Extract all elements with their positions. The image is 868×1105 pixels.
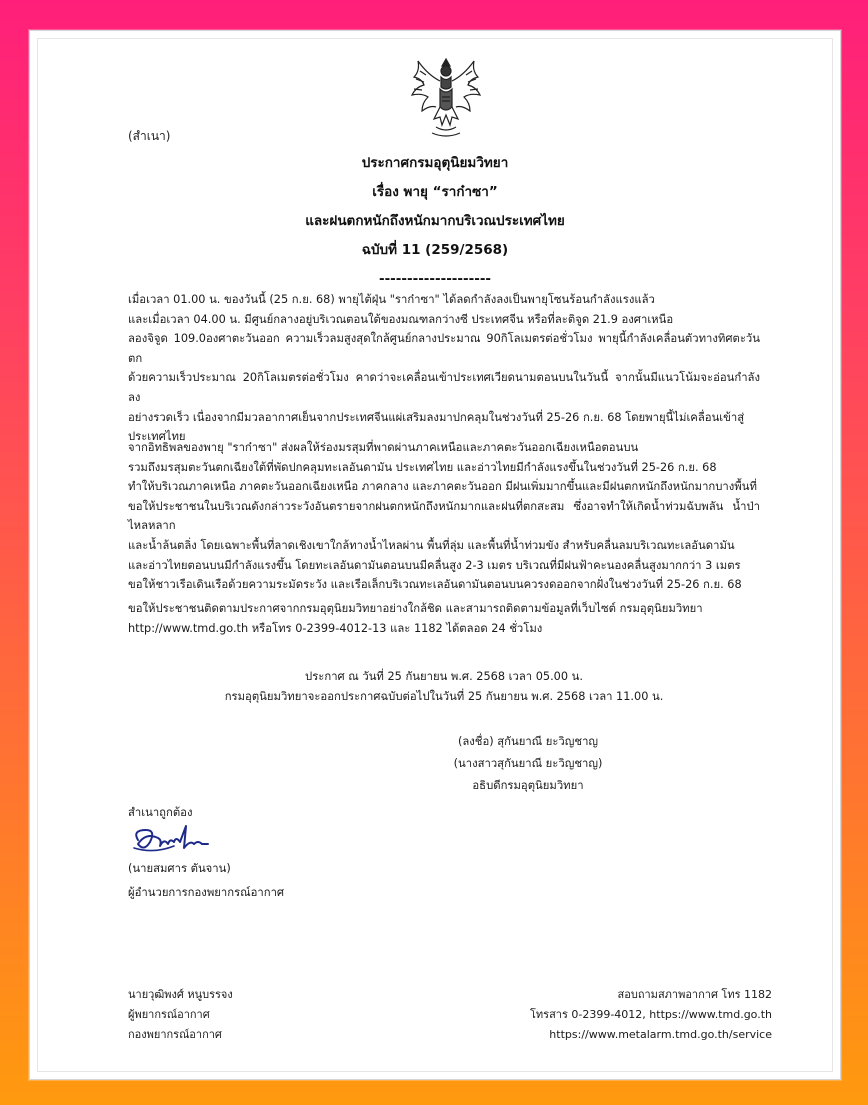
document-page: [37, 38, 833, 1072]
title-agency: ประกาศกรมอุตุนิยมวิทยา: [361, 155, 509, 171]
footer-fax-website: โทรสาร 0-2399-4012, https://www.tmd.go.th: [530, 1008, 772, 1021]
certifier-name: (นายสมศาร ตันจาน): [128, 862, 231, 875]
garuda-emblem-icon: [406, 53, 486, 137]
paragraph-follow-updates: ขอให้ประชาชนติดตามประกาศจากกรมอุตุนิยมวิทยาอย่างใกล้ชิด และสามารถติดตามข้อมูลที่เว็บไซต์ กรมอุตุนิยมวิทยา http://www.tmd.go.th หรือโทร 0-2399-4012-13 และ 1182 ได้ตลอด 24 ชั่วโมง: [128, 602, 703, 635]
document-frame: [29, 30, 841, 1080]
handwritten-signature-icon: [130, 818, 220, 858]
footer-contact: [530, 985, 772, 1045]
paragraph-storm-status: เมื่อเวลา 01.00 น. ของวันนี้ (25 ก.ย. 68) พายุไต้ฝุ่น "ราก๋าซา" ได้ลดกำลังลงเป็นพายุโซนร้อนกำลังแรงแล้ว และเมื่อเวลา 04.00 น. มีศูนย์กลางอยู่บริเวณตอนใต้ของมณฑลกว่างซี ประเทศจีน หรือที่ละติจูด 21.9 องศาเหนือ ลองจิจูด 109.0องศาตะวันออก ความเร็วลมสูงสุดใกล้ศูนย์กลางประมาณ 90กิโลเมตรต่อชั่วโมง พายุนี้กำลังเคลื่อนตัวทางทิศตะวันตก ด้วยความเร็วประมาณ 20กิโลเมตรต่อชั่วโมง คาดว่าจะเคลื่อนเข้าประเทศเวียดนามตอนบนในวันนี้ จากนั้นมีแนวโน้มจะอ่อนกำลังลง อย่างรวดเร็ว เนื่องจากมีมวลอากาศเย็นจากประเทศจีนแผ่เสริมลงมาปกคลุมในช่วงวันที่ 25-26 ก.ย. 68 โดยพายุนี้ไม่เคลื่อนเข้าสู่ ประเทศไทย: [128, 293, 760, 444]
footer-forecaster-division: กองพยากรณ์อากาศ: [128, 1028, 222, 1041]
signatory-position: อธิบดีกรมอุตุนิยมวิทยา: [472, 779, 584, 792]
title-subject: เรื่อง พายุ “ราก๋าซา”: [372, 184, 498, 200]
footer-forecaster-name: นายวุฒิพงศ์ หนูบรรจง: [128, 988, 233, 1001]
footer-service-url: https://www.metalarm.tmd.go.th/service: [549, 1028, 772, 1041]
paragraph-impact-warning: จากอิทธิพลของพายุ "ราก๋าซา" ส่งผลให้ร่องมรสุมที่พาดผ่านภาคเหนือและภาคตะวันออกเฉียงเหนือตอนบน รวมถึงมรสุมตะวันตกเฉียงใต้ที่พัดปกคลุมทะเลอันดามัน ประเทศไทย และอ่าวไทยมีกำลังแรงขึ้นในช่วงวันที่ 25-26 ก.ย. 68 ทำให้บริเวณภาคเหนือ ภาคตะวันออกเฉียงเหนือ ภาคกลาง และภาคตะวันออก มีฝนเพิ่มมากขึ้นและมีฝนตกหนักถึงหนักมากบางพื้นที่ ขอให้ประชาชนในบริเวณดังกล่าวระวังอันตรายจากฝนตกหนักถึงหนักมากและฝนที่ตกสะสม ซึ่งอาจทำให้เกิดน้ำท่วมฉับพลัน น้ำป่าไหลหลาก และน้ำล้นตลิ่ง โดยเฉพาะพื้นที่ลาดเชิงเขาใกล้ทางน้ำไหลผ่าน พื้นที่ลุ่ม และพื้นที่น้ำท่วมขัง สำหรับคลื่นลมบริเวณทะเลอันดามัน และอ่าวไทยตอนบนมีกำลังแรงขึ้น โดยทะเลอันดามันตอนบนมีคลื่นสูง 2-3 เมตร บริเวณที่มีฝนฟ้าคะนองคลื่นสูงมากกว่า 3 เมตร ขอให้ชาวเรือเดินเรือด้วยความระมัดระวัง และเรือเล็กบริเวณทะเลอันดามันตอนบนควรงดออกจากฝั่งในช่วงวันที่ 25-26 ก.ย. 68: [128, 441, 760, 592]
title-issue-number: ฉบับที่ 11 (259/2568): [361, 242, 509, 258]
issue-date: ประกาศ ณ วันที่ 25 กันยายน พ.ศ. 2568 เวลา 05.00 น.: [305, 670, 583, 683]
footer-hotline: สอบถามสภาพอากาศ โทร 1182: [617, 988, 772, 1001]
certifier-block: [128, 857, 284, 905]
signatory-signed: (ลงชื่อ) สุกันยาณี ยะวิญชาญ: [457, 735, 599, 748]
announcement-title: [38, 149, 832, 294]
signatory-block: [378, 731, 678, 797]
copy-tag: (สำเนา): [128, 129, 171, 143]
footer-forecaster-role: ผู้พยากรณ์อากาศ: [128, 1008, 210, 1021]
certifier-position: ผู้อำนวยการกองพยากรณ์อากาศ: [128, 886, 285, 899]
title-divider: --------------------: [378, 271, 492, 287]
next-issue: กรมอุตุนิยมวิทยาจะออกประกาศฉบับต่อไปในวันที่ 25 กันยายน พ.ศ. 2568 เวลา 11.00 น.: [224, 690, 664, 703]
footer-forecaster: [128, 985, 233, 1045]
title-subject-detail: และฝนตกหนักถึงหนักมากบริเวณประเทศไทย: [305, 213, 565, 229]
issue-info: [128, 667, 760, 707]
certified-label: สำเนาถูกต้อง: [128, 806, 193, 819]
signatory-name: (นางสาวสุกันยาณี ยะวิญชาญ): [453, 757, 603, 770]
